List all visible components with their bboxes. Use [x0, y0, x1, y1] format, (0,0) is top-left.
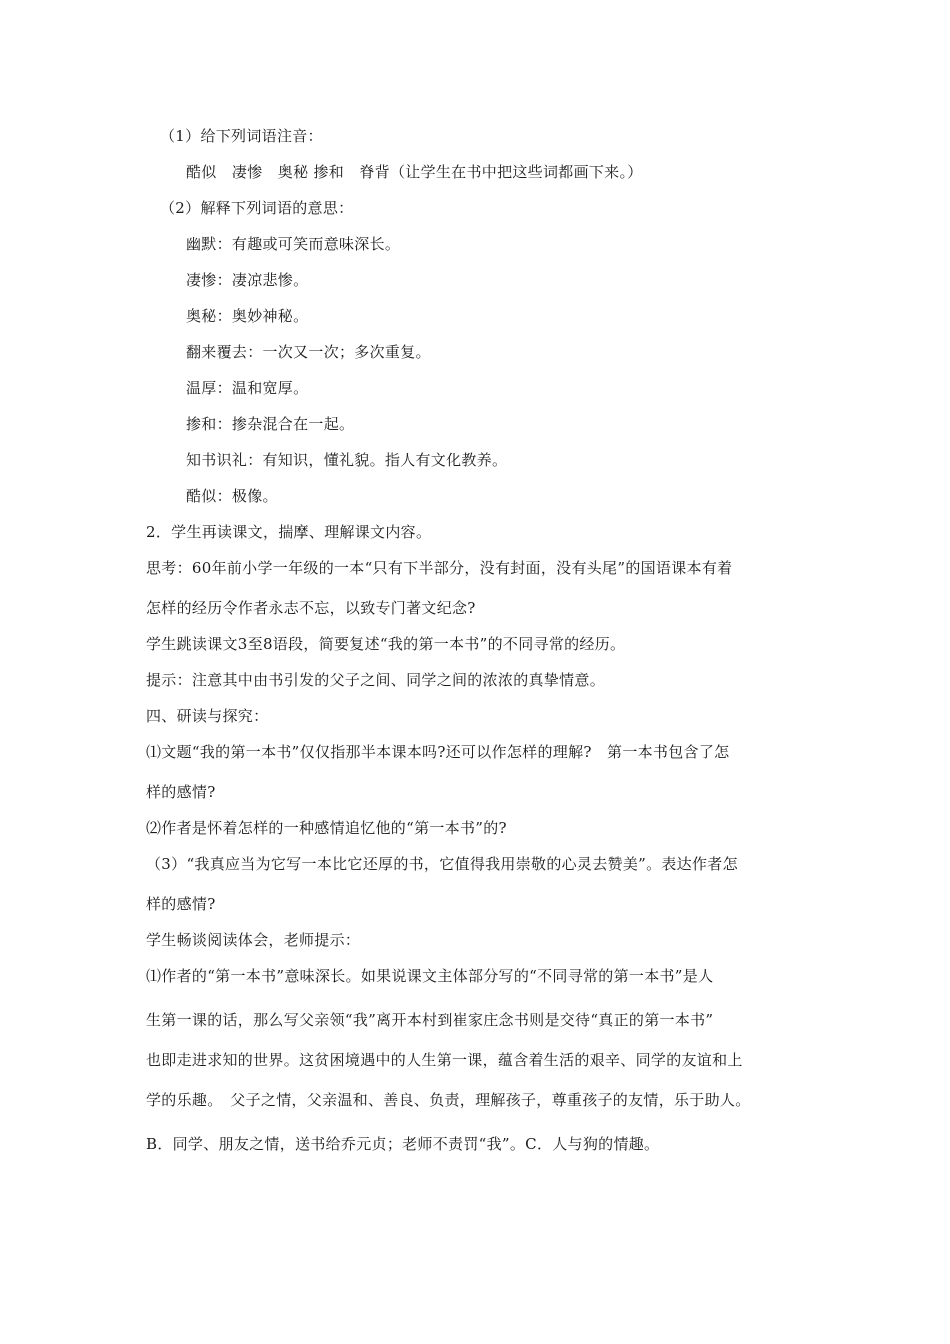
paragraph-line: ⑴作者的“第一本书”意味深长。如果说课文主体部分写的“不同寻常的第一本书”是人 — [146, 967, 714, 985]
paragraph-line: 思考：60年前小学一年级的一本“只有下半部分，没有封面，没有头尾”的国语课本有着 — [146, 559, 733, 577]
paragraph-line: （3）“我真应当为它写一本比它还厚的书，它值得我用崇敬的心灵去赞美”。表达作者怎 — [146, 855, 738, 873]
question-1-heading: （1）给下列词语注音： — [160, 127, 323, 145]
question-2-heading: （2）解释下列词语的意思： — [160, 199, 354, 217]
definition-item: 幽默：有趣或可笑而意味深长。 — [186, 235, 401, 253]
paragraph-line: ⑵作者是怀着怎样的一种感情追忆他的“第一本书”的? — [146, 819, 507, 837]
step-2-heading: 2．学生再读课文，揣摩、理解课文内容。 — [146, 523, 432, 541]
definition-item: 掺和：掺杂混合在一起。 — [186, 415, 355, 433]
section-4-heading: 四、研读与探究： — [146, 707, 269, 725]
definition-item: 温厚：温和宽厚。 — [186, 379, 309, 397]
definition-item: 凄惨：凄凉悲惨。 — [186, 271, 309, 289]
paragraph-line: 学生跳读课文3至8语段，简要复述“我的第一本书”的不同寻常的经历。 — [146, 635, 626, 653]
paragraph-line: 学的乐趣。 父子之情，父亲温和、善良、负责，理解孩子，尊重孩子的友情，乐于助人。 — [146, 1091, 751, 1109]
paragraph-line: 提示：注意其中由书引发的父子之间、同学之间的浓浓的真挚情意。 — [146, 671, 606, 689]
paragraph-line: ⑴文题“我的第一本书”仅仅指那半本课本吗?还可以作怎样的理解? 第一本书包含了怎 — [146, 743, 730, 761]
paragraph-line: 样的感情? — [146, 783, 216, 801]
paragraph-line: 学生畅谈阅读体会，老师提示： — [146, 931, 361, 949]
definition-item: 翻来覆去：一次又一次；多次重复。 — [186, 343, 431, 361]
paragraph-line: 也即走进求知的世界。这贫困境遇中的人生第一课，蕴含着生活的艰辛、同学的友谊和上 — [146, 1051, 743, 1069]
paragraph-line: 怎样的经历令作者永志不忘，以致专门著文纪念? — [146, 599, 476, 617]
paragraph-line: B．同学、朋友之情，送书给乔元贞；老师不责罚“我”。C．人与狗的情趣。 — [146, 1135, 660, 1153]
paragraph-line: 样的感情? — [146, 895, 216, 913]
definition-item: 知书识礼：有知识，懂礼貌。指人有文化教养。 — [186, 451, 508, 469]
phonetic-word-list: 酷似 凄惨 奥秘 掺和 脊背（让学生在书中把这些词都画下来。） — [186, 163, 643, 181]
paragraph-line: 生第一课的话，那么写父亲领“我”离开本村到崔家庄念书则是交待“真正的第一本书” — [146, 1011, 714, 1029]
definition-item: 奥秘：奥妙神秘。 — [186, 307, 309, 325]
definition-item: 酷似：极像。 — [186, 487, 278, 505]
